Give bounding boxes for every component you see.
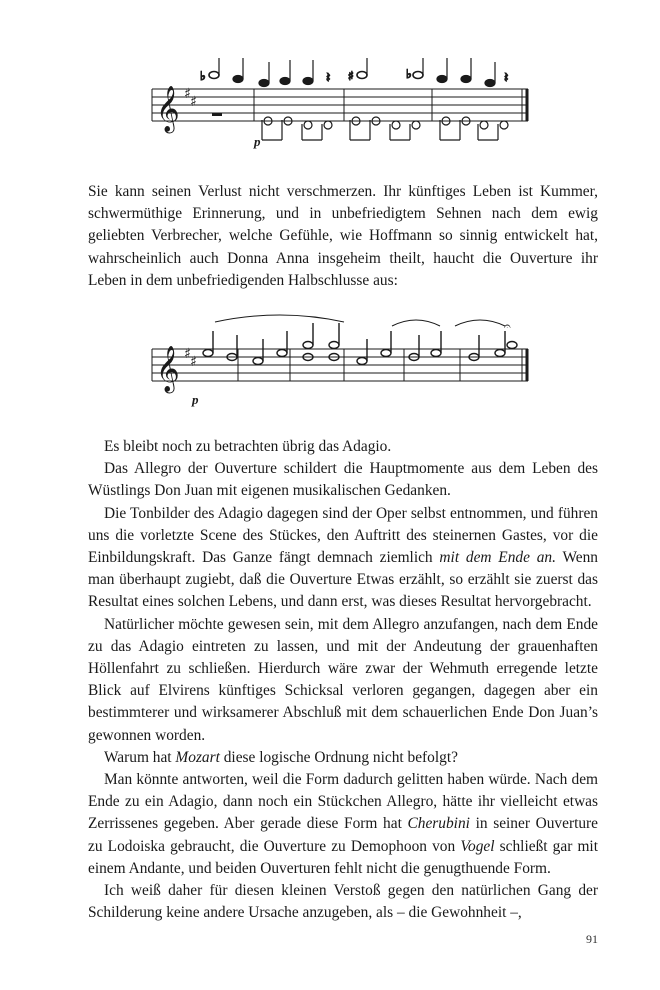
paragraph-6: Warum hat Mozart diese logische Ordnung nicht befolgt? <box>104 748 458 766</box>
music-example-1 <box>0 58 660 158</box>
svg-text:♭: ♭ <box>406 67 412 81</box>
svg-text:♭: ♭ <box>200 69 206 83</box>
svg-text:♯: ♯ <box>184 346 191 362</box>
svg-text:𝄽: 𝄽 <box>326 70 331 86</box>
body-text <box>88 436 598 924</box>
music-example-2 <box>0 300 660 410</box>
paragraph-8: Ich weiß daher für diesen kleinen Verstoß gegen den natürlichen Gang der Schilderung keine andere Ursache anzugeben, als – die Gewohnheit –, <box>88 882 598 922</box>
page-number: 91 <box>586 932 598 946</box>
treble-clef-icon: 𝄞 <box>156 86 180 132</box>
paragraph-3: Das Allegro der Ouverture schildert die Hauptmomente aus dem Leben des Wüstlings Don Juan mit eigenen musikalischen Gedanken. <box>88 460 598 500</box>
svg-text:♯: ♯ <box>190 354 197 370</box>
paragraph-7: Man könnte antworten, weil die Form dadurch gelitten haben würde. Nach dem Ende zu ein Adagio, dann noch ein Stückchen Allegro, hätte ihr vielleicht etwas Zerrissenes gegeben. Aber gerade diese Form hat Cherubini in seiner Ouverture zu Lodoiska gebraucht, die Ouverture zu Demophoon von Vogel schließt gar mit einem Andante, und beiden Ouverturen fehlt nicht die genugthuende Form. <box>88 771 598 877</box>
key-sharp-icon: ♯ <box>184 86 191 102</box>
fermata-icon: 𝄐 <box>504 319 511 333</box>
paragraph-1: Sie kann seinen Verlust nicht verschmerzen. Ihr künftiges Leben ist Kummer, schwermüthige Erinnerung, und in unbefriedigtem Sehnen nach dem ewig geliebten Verbrecher, welche Gefühle, wie Hoffmann so sinnig entwickelt hat, wahrscheinlich auch Donna Anna insgeheim theilt, haucht die Ouverture ihr Leben in dem unbefriedigenden Halbschlusse aus: <box>88 183 598 289</box>
paragraph-5: Natürlicher möchte gewesen sein, mit dem Allegro anzufangen, nach dem Ende zu das Adagio eintreten zu lassen, und mit der Andeutung der grauenhaften Höllenfahrt zu schließen. Hierdurch wäre zwar der Wehmuth erregende letzte Blick auf Elvirens künftiges Schicksal verloren gegangen, dagegen aber ein bestimmterer und wirksamerer Abschluß mit dem schauerlichen Ende Don Juan’s gewonnen worden. <box>88 615 598 744</box>
svg-text:𝄽: 𝄽 <box>504 70 509 86</box>
paragraph-2: Es bleibt noch zu betrachten übrig das Adagio. <box>104 438 392 455</box>
dynamic-marking: p <box>254 134 261 149</box>
svg-text:♯: ♯ <box>348 69 354 83</box>
music-notation-1 <box>0 58 660 158</box>
music-notation-2 <box>0 300 660 410</box>
dynamic-marking: p <box>192 392 199 407</box>
svg-text:♯: ♯ <box>190 94 197 110</box>
paragraph-4: Die Tonbilder des Adagio dagegen sind der Oper selbst entnommen, und führen uns die vorletzte Scene des Stückes, den Auftritt des steinernen Gastes, vor die Einbildungskraft. Das Ganze fängt demnach ziemlich mit dem Ende an. Wenn man überhaupt zugiebt, daß die Ouverture Etwas erzählt, so erzählt sie zuerst das Resultat eines solchen Lebens, und dann erst, was dieses Resultat hervorgebracht. <box>88 504 598 611</box>
treble-clef-icon: 𝄞 <box>156 346 180 392</box>
